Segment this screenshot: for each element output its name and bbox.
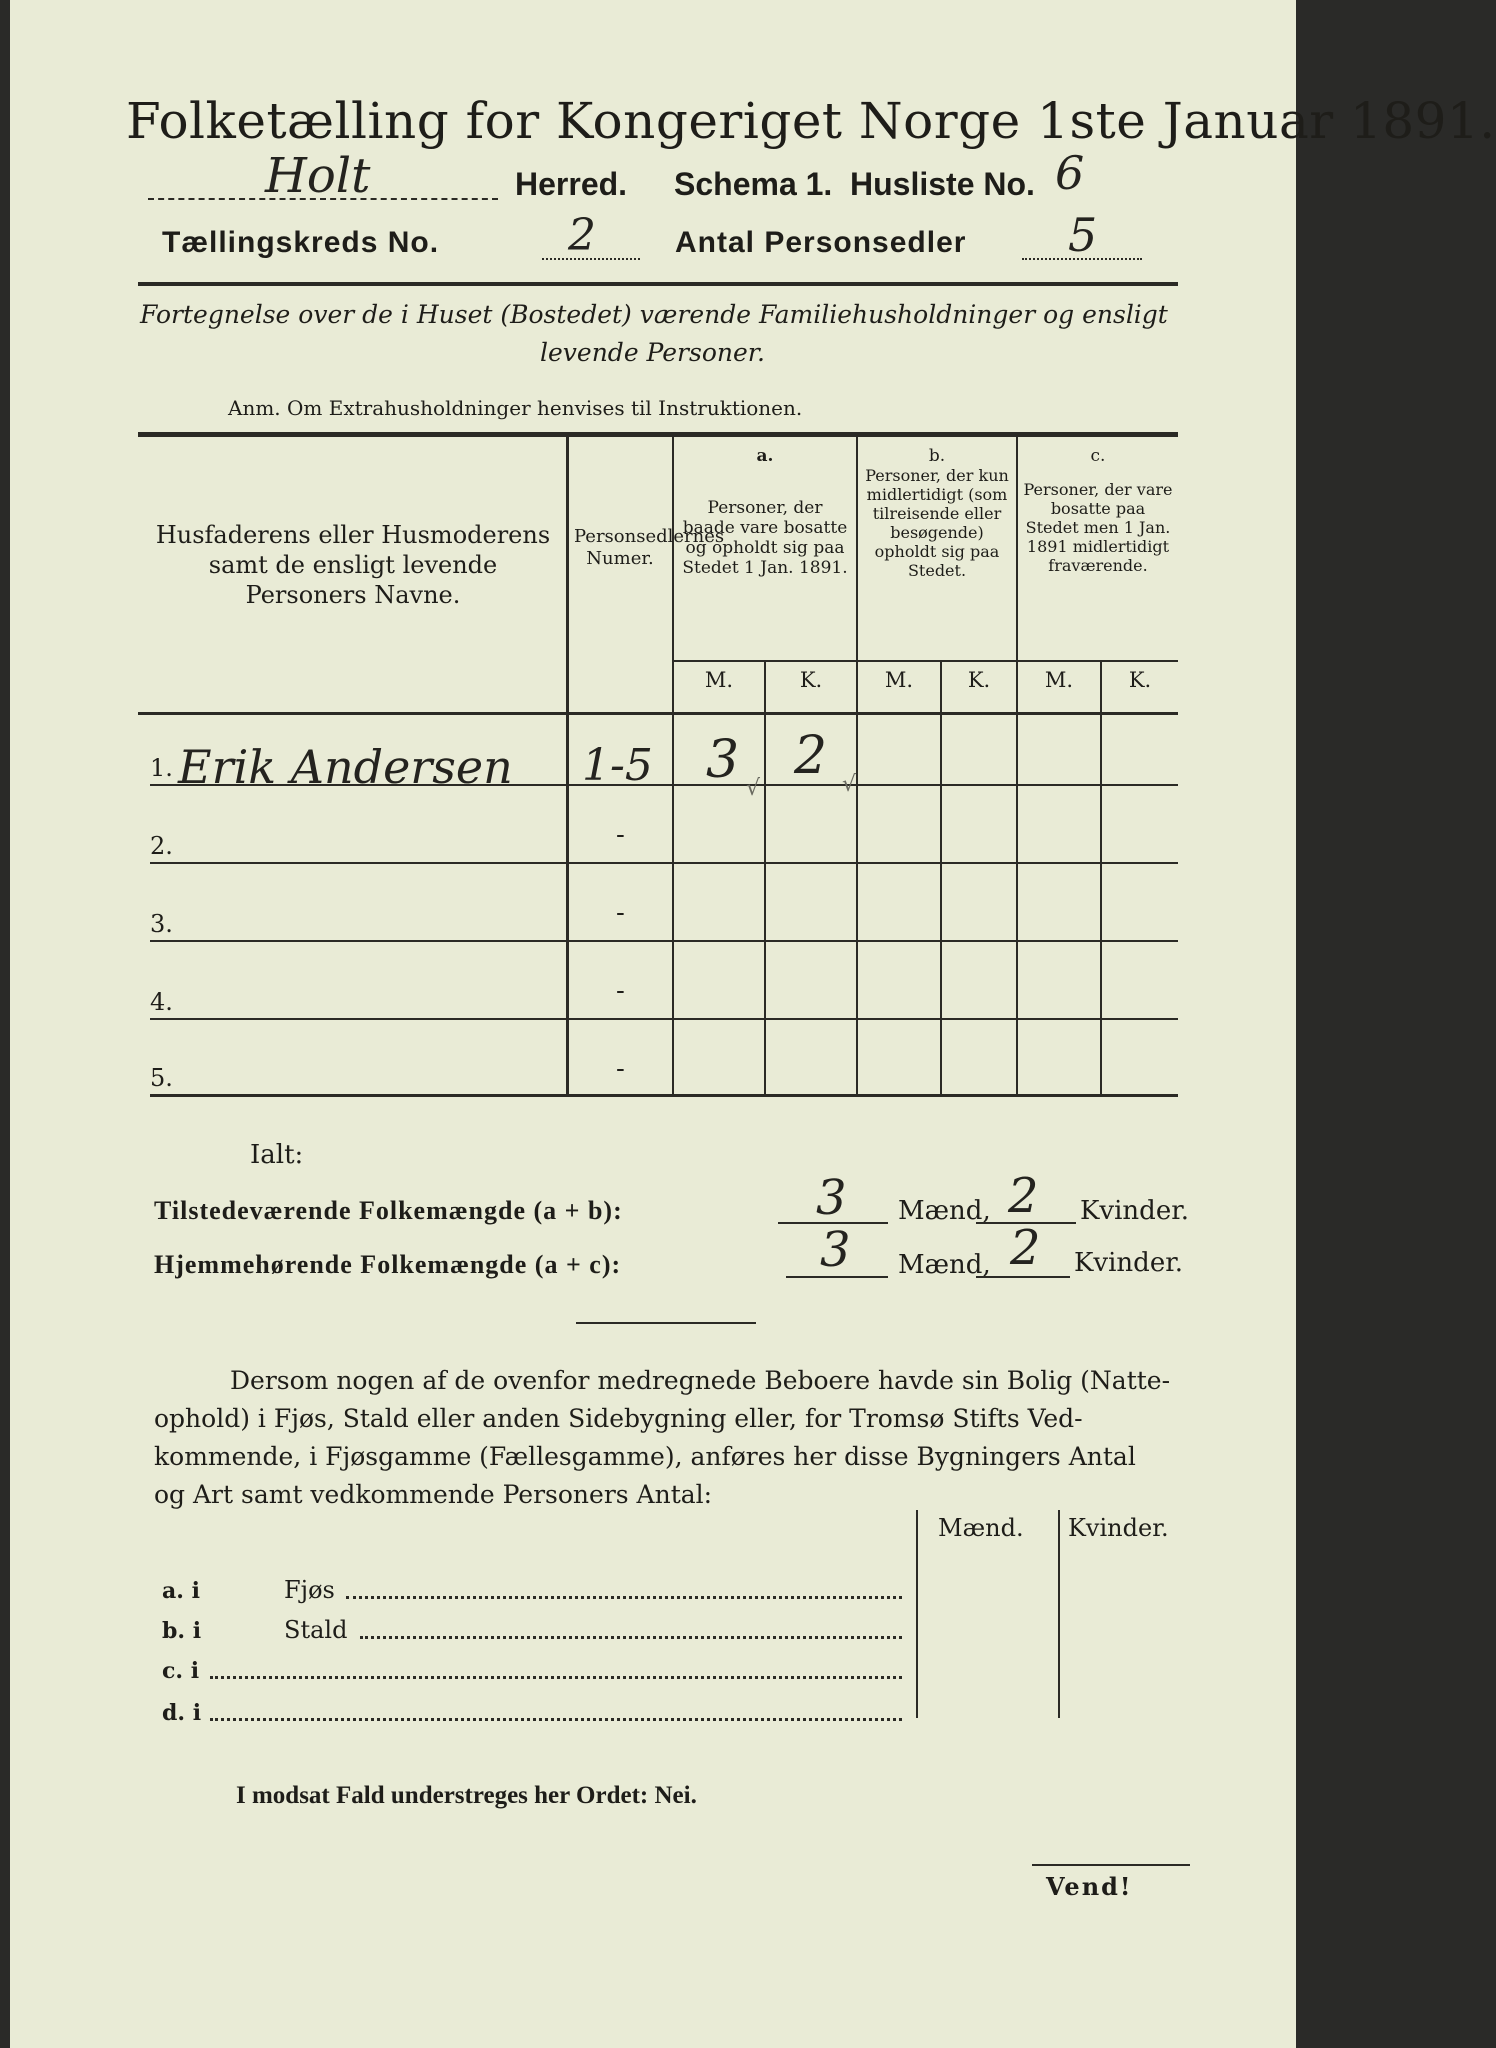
tilstede-k-label: Kvinder. xyxy=(1080,1196,1190,1226)
col-num-header: Personsedlernes Numer. xyxy=(574,526,725,569)
buildings-kvinder-header: Kvinder. xyxy=(1068,1514,1169,1542)
buildings-divider-1 xyxy=(916,1510,918,1718)
building-a-text: Fjøs xyxy=(284,1576,335,1604)
census-form-page xyxy=(10,0,1496,2048)
row4-line xyxy=(150,1018,1178,1020)
form-title: Folketælling for Kongeriget Norge 1ste Januar 1891. xyxy=(126,92,1496,150)
building-d-label: d. i xyxy=(162,1700,202,1726)
modsat-fald-text: I modsat Fald understreges her Ordet: Nei. xyxy=(236,1782,697,1809)
hjemme-m-label: Mænd, xyxy=(898,1250,991,1280)
row3-line xyxy=(150,940,1178,942)
table-top-rule xyxy=(138,432,1178,437)
col-a-letter: a. xyxy=(756,446,774,466)
hjemme-label: Hjemmehørende Folkemængde (a + c): xyxy=(154,1250,622,1279)
buildings-maend-header: Mænd. xyxy=(938,1514,1024,1542)
schema-label: Schema 1. xyxy=(674,166,833,202)
tilstede-k-value: 2 xyxy=(1008,1168,1039,1224)
col-b-text: Personer, der kun midlertidigt (som tilreisende eller besøgende) opholdt sig paa Stedet. xyxy=(865,466,1009,580)
row5-number: 5. xyxy=(150,1064,173,1092)
building-b-label: b. i xyxy=(162,1618,202,1644)
row2-numer: - xyxy=(616,820,625,850)
hjemme-k-value: 2 xyxy=(1010,1220,1041,1276)
building-a-dots xyxy=(346,1596,902,1599)
herred-value: Holt xyxy=(265,148,371,204)
antal-value: 5 xyxy=(1068,208,1098,262)
building-b-dots xyxy=(360,1636,902,1639)
col-divider-c-mk xyxy=(1100,660,1102,1096)
kreds-value: 2 xyxy=(568,210,596,261)
building-b-text: Stald xyxy=(284,1616,348,1644)
para-line4: og Art samt vedkommende Personers Antal: xyxy=(154,1480,713,1509)
tilstede-m-label: Mænd, xyxy=(898,1196,991,1226)
husliste-label: Husliste No. xyxy=(850,166,1035,202)
buildings-divider-2 xyxy=(1058,1510,1060,1718)
vend-rule xyxy=(1032,1864,1190,1866)
antal-label: Antal Personsedler xyxy=(675,226,967,259)
ialt-label: Ialt: xyxy=(250,1140,304,1170)
row4-numer: - xyxy=(616,976,625,1006)
building-a-label: a. i xyxy=(162,1578,200,1604)
building-c-dots xyxy=(210,1676,902,1679)
row1-name: Erik Andersen xyxy=(178,740,513,794)
herred-label: Herred. xyxy=(515,166,628,202)
col-c-letter: c. xyxy=(1090,446,1106,466)
row1-a-k-check-icon: √ xyxy=(842,772,857,797)
row3-number: 3. xyxy=(150,910,173,938)
mk-header-rule xyxy=(674,660,1178,662)
a-k-header: K. xyxy=(799,668,823,692)
col-divider-a-mk xyxy=(764,660,766,1096)
para-line3: kommende, i Fjøsgamme (Fællesgamme), anføres her disse Bygningers Antal xyxy=(154,1442,1136,1471)
col-divider-b-mk xyxy=(940,660,942,1096)
col-divider-b-c xyxy=(1016,436,1018,1096)
col-b-letter: b. xyxy=(928,446,946,466)
row1-a-m-check-icon: √ xyxy=(746,776,761,801)
hjemme-m-value: 3 xyxy=(820,1222,851,1278)
row2-line xyxy=(150,862,1178,864)
row4-number: 4. xyxy=(150,988,173,1016)
tilstede-m-value: 3 xyxy=(816,1170,847,1226)
c-m-header: M. xyxy=(1044,668,1074,692)
col-c-text: Personer, der vare bosatte paa Stedet men 1 Jan. 1891 midlertidigt fraværende. xyxy=(1023,480,1173,575)
col-a-text: Personer, der baade vare bosatte og opholdt sig paa Stedet 1 Jan. 1891. xyxy=(682,498,848,578)
row5-line xyxy=(150,1094,1178,1097)
c-k-header: K. xyxy=(1128,668,1152,692)
row1-numer: 1-5 xyxy=(582,740,653,791)
row2-number: 2. xyxy=(150,832,173,860)
col-divider-a-b xyxy=(856,436,858,1096)
row1-number: 1. xyxy=(150,754,173,782)
building-c-label: c. i xyxy=(162,1658,200,1684)
col-name-header: Husfaderens eller Husmoderens samt de ensligt levende Personers Navne. xyxy=(155,521,551,609)
b-k-header: K. xyxy=(967,668,991,692)
row1-a-k: 2 xyxy=(794,726,828,786)
vend-text: Vend! xyxy=(1046,1872,1133,1901)
row5-numer: - xyxy=(616,1054,625,1084)
subtitle-line1: Fortegnelse over de i Huset (Bostedet) værende Familiehusholdninger og ensligt xyxy=(140,300,1168,329)
building-d-dots xyxy=(210,1718,902,1721)
subtitle-line2: levende Personer. xyxy=(540,338,765,367)
tilstede-label: Tilstedeværende Folkemængde (a + b): xyxy=(154,1196,623,1225)
col-divider-name xyxy=(566,436,569,1096)
header-rule xyxy=(138,282,1178,286)
b-m-header: M. xyxy=(884,668,914,692)
row3-numer: - xyxy=(616,898,625,928)
a-m-header: M. xyxy=(704,668,734,692)
anm-note: Anm. Om Extrahusholdninger henvises til Instruktionen. xyxy=(228,396,803,420)
hjemme-k-line xyxy=(976,1276,1070,1278)
para-line1: Dersom nogen af de ovenfor medregnede Beboere havde sin Bolig (Natte- xyxy=(230,1366,1171,1395)
row1-a-m: 3 xyxy=(706,730,740,790)
husliste-value: 6 xyxy=(1055,146,1085,200)
kreds-label: Tællingskreds No. xyxy=(162,226,440,259)
separator-rule xyxy=(576,1322,756,1324)
hjemme-k-label: Kvinder. xyxy=(1074,1248,1184,1278)
table-header-bottom-rule xyxy=(138,712,1178,715)
para-line2: ophold) i Fjøs, Stald eller anden Sidebygning eller, for Tromsø Stifts Ved- xyxy=(154,1404,1083,1433)
